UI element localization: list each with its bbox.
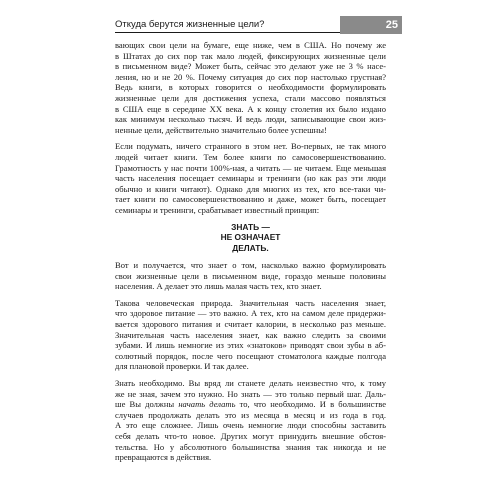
paragraph-1 (115, 40, 386, 135)
text-line: превращаются в действия. (115, 452, 212, 463)
text-line: людей читает книги. Тем более книги по самосовершенствованию. (115, 151, 386, 162)
text-line: свои жизненные цели в письменном виде, гораздо меньше половины (115, 270, 386, 281)
page-body (115, 40, 386, 469)
running-header: Откуда берутся жизненные цели? (115, 19, 265, 30)
text-fragment: то, что необходимо. И в большинстве (235, 399, 386, 410)
text-line: Если подумать, ничего странного в этом нет. Во-первых, не так много (115, 141, 386, 152)
text-fragment: ше Вы должны (115, 399, 179, 410)
text-line (115, 399, 386, 410)
text-line: жизненные цели для достижения успеха, стали массово появляться (115, 92, 386, 103)
text-line: как минимум несколько тысяч. И ведь люди, записывающие свои жиз- (115, 114, 386, 125)
callout-principle (115, 222, 386, 254)
text-line: тельства. Но у абсолютного большинства знания так никогда и не (115, 441, 386, 452)
text-line: часть населения посещает семинары и тренинги (но как раз эти люди (115, 173, 386, 184)
text-line: населения. А делает это лишь малая часть тех, кто знает. (115, 281, 322, 292)
text-line: в Штатах до сих пор так мало людей, фиксирующих жизненные цели (115, 50, 386, 61)
paragraph-3 (115, 260, 386, 292)
text-line: случаев продолжать делать это из месяца в месяц и из года в год. (115, 409, 386, 420)
text-line: в США еще в середине XX века. А к концу столетия их было издано (115, 103, 386, 114)
text-line: семинары и тренинги, срабатывает известный принцип: (115, 204, 320, 215)
text-line: Знать необходимо. Вы вряд ли станете делать неизвестно что, к тому (115, 377, 386, 388)
text-line: вается здорового питания и считает калории, в несколько раз меньше. (115, 318, 386, 329)
text-line: Вот и получается, что знает о том, насколько важно формулировать (115, 260, 386, 270)
callout-line: НЕ ОЗНАЧАЕТ (220, 232, 281, 242)
text-line: что здоровое питание — это важно. А тех, кто на самом деле придержи- (115, 308, 386, 319)
text-line: Такова человеческая природа. Значительная часть населения знает, (115, 297, 386, 308)
callout-line: ЗНАТЬ — (231, 221, 270, 232)
text-line: солютный порядок, после чего посещают стоматолога каждые полгода (115, 350, 386, 361)
text-line: ненные цели, действительно значительно более успешны! (115, 124, 327, 135)
text-line: зубами. И лишь немногие из этих «знатоков» приводят свои зубы в аб- (115, 340, 386, 351)
text-line: ления, но и не 20 %. Почему ситуация до сих пор настолько грустная? (115, 71, 386, 82)
text-line: А это еще сложнее. Лишь очень немногие люди способны заставить (115, 420, 386, 431)
text-line: тает книги по самосовершенствованию и даже, может быть, посещает (115, 194, 386, 205)
text-line: обычно и книги читают). Однако для многих из тех, кто все-таки чи- (115, 183, 386, 194)
paragraph-5 (115, 378, 386, 463)
text-line: в письменном виде? Может быть, сейчас это делают уже не 3 % насе- (115, 61, 386, 72)
text-line: Значительная часть населения знает, как важно следить за своими (115, 329, 386, 340)
page-number: 25 (340, 16, 402, 34)
text-line: себя делать что-то новое. Других могут принудить внешние обстоя- (115, 430, 386, 441)
paragraph-2 (115, 141, 386, 215)
emphasis-text: начать делать (178, 399, 236, 410)
paragraph-4 (115, 298, 386, 372)
text-line: для плановой проверки. И так далее. (115, 361, 249, 372)
text-line: вающих свои цели на бумаге, еще ниже, чем в США. Но почему же (115, 40, 386, 50)
text-line: же не зная, зачем это нужно. Но знать — это только первый шаг. Даль- (115, 388, 386, 399)
callout-line: ДЕЛАТЬ. (232, 242, 269, 253)
text-line: Ведь книги, в которых говорится о необходимости формулировать (115, 82, 386, 93)
text-line: Грамотность у нас почти 100%-ная, а читать — не читаем. Еще меньшая (115, 162, 386, 173)
